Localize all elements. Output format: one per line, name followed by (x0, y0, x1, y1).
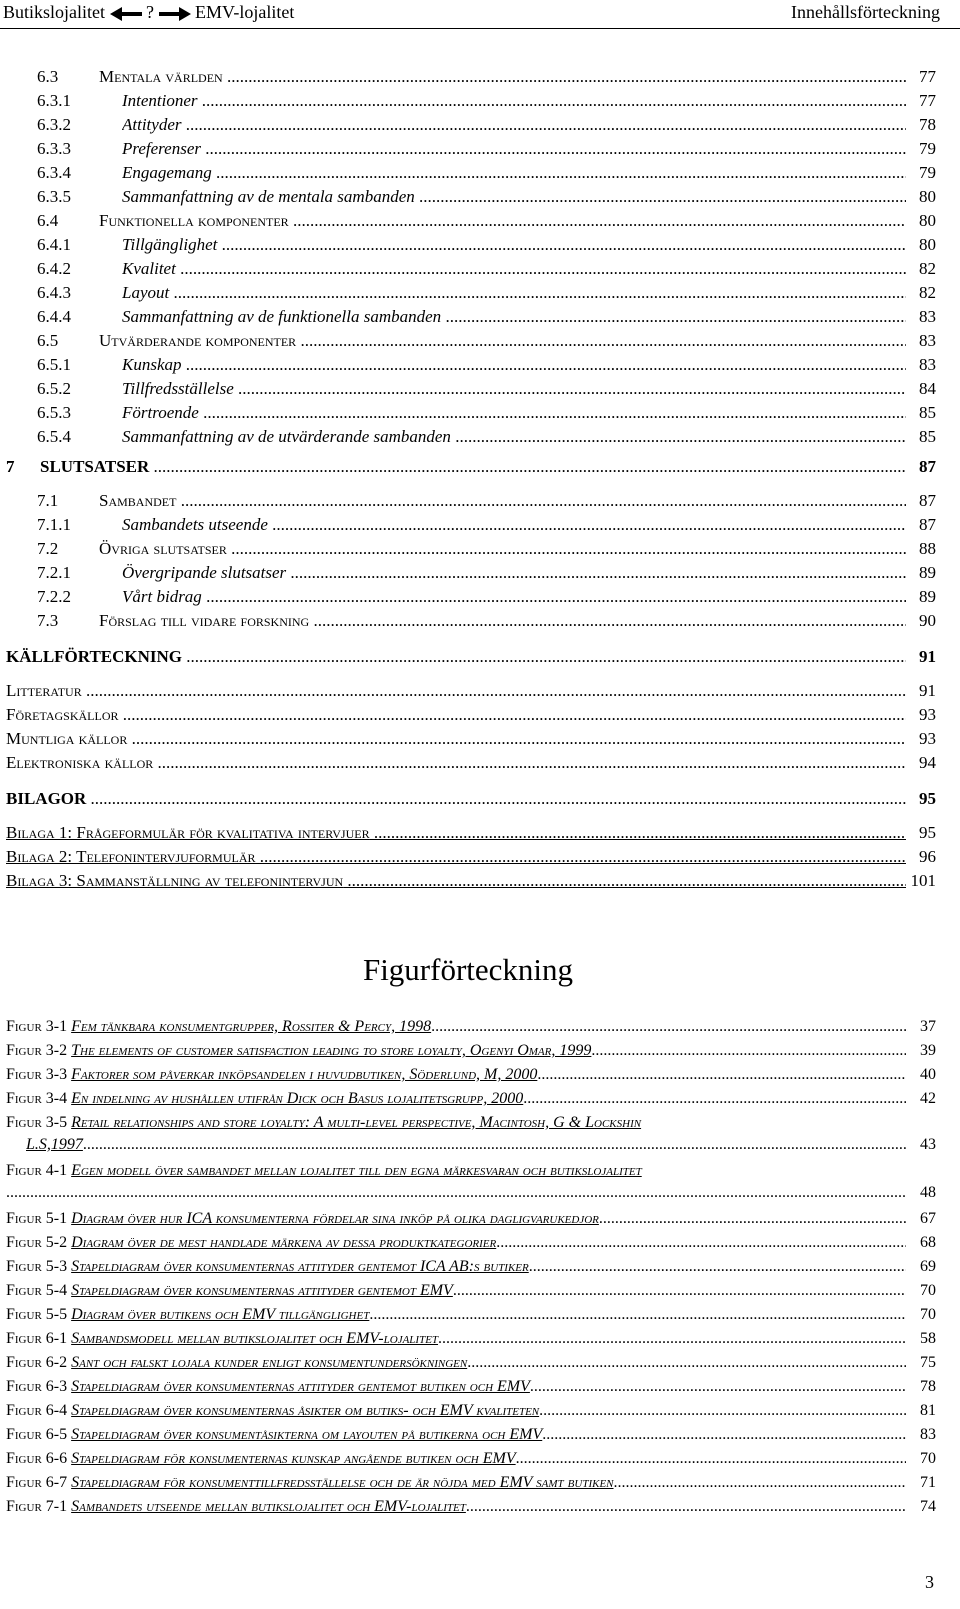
toc-entry-title: Preferenser ..... (122, 138, 906, 160)
figure-entry[interactable] (6, 1352, 936, 1374)
figure-label: Figur 5-5 (6, 1306, 68, 1323)
figure-entry[interactable] (6, 1424, 936, 1446)
toc-entry-number: 6.5.4 (37, 427, 71, 446)
toc-entry-page: 87 (915, 490, 936, 512)
figure-page: 48 (916, 1182, 936, 1204)
toc-entry-number: 7.3 (37, 611, 59, 630)
arrow-right-icon (159, 7, 191, 21)
toc-entry-title: Elektroniska källor ..... (6, 752, 906, 774)
toc-entry-number: 6.3 (37, 67, 59, 86)
figure-page: 81 (916, 1400, 936, 1422)
header-right-label: EMV-lojalitet (195, 2, 295, 22)
toc-entry[interactable] (24, 490, 936, 512)
figure-entry[interactable] (6, 1232, 936, 1254)
toc-entry-page: 83 (915, 354, 936, 376)
toc-entry-page: 87 (915, 514, 936, 536)
toc-entry[interactable] (24, 426, 936, 448)
toc-entry[interactable] (24, 586, 936, 608)
figure-page: 69 (916, 1256, 936, 1278)
figure-caption: Diagram över de mest handlade märkena av dessa produktkategorier (71, 1234, 497, 1251)
toc-entry[interactable] (24, 610, 936, 632)
figure-entry[interactable] (6, 1256, 936, 1278)
figure-caption: Stapeldiagram över konsumenternas attityder gentemot ICA AB:s butiker (71, 1258, 529, 1275)
toc-entry-number: 6.3.3 (37, 139, 71, 158)
toc-entry[interactable] (24, 210, 936, 232)
toc-entry-page: 89 (915, 586, 936, 608)
toc-entry-title: Bilaga 2: Telefonintervjuformulär ..... (6, 846, 906, 868)
toc-entry-page: 90 (915, 610, 936, 632)
figure-caption: Stapeldiagram över konsumenternas attityder gentemot butiken och EMV (71, 1378, 530, 1395)
figure-page: 70 (916, 1280, 936, 1302)
toc-entry-page: 93 (915, 728, 936, 750)
toc-entry[interactable] (24, 330, 936, 352)
toc-entry-number: 6.5.3 (37, 403, 71, 422)
running-header (0, 0, 960, 30)
figure-label: Figur 5-4 (6, 1282, 68, 1299)
toc-entry-title: Bilaga 1: Frågeformulär för kvalitativa intervjuer ..... (6, 822, 906, 844)
toc-entry-title: Intentioner ..... (122, 90, 906, 112)
toc-entry[interactable] (24, 538, 936, 560)
figure-entry[interactable] (6, 1208, 936, 1230)
figure-entry[interactable] (6, 1040, 936, 1062)
toc-entry-page: 80 (915, 210, 936, 232)
toc-entry[interactable] (24, 354, 936, 376)
figure-page: 42 (916, 1088, 936, 1110)
figure-caption: Stapeldiagram över konsumenternas attityder gentemot EMV (71, 1282, 453, 1299)
toc-entry-page: 87 (915, 456, 936, 478)
toc-entry-title: Förtroende ..... (122, 402, 906, 424)
figure-label: Figur 5-1 (6, 1210, 68, 1227)
figure-label: Figur 3-1 (6, 1018, 68, 1035)
figure-entry[interactable] (6, 1304, 936, 1326)
figure-page: 37 (916, 1016, 936, 1038)
figure-caption: Stapeldiagram för konsumenternas kunskap angående butiken och EMV (71, 1450, 516, 1467)
toc-entry-title: Vårt bidrag ..... (122, 586, 906, 608)
toc-entry-title: KÄLLFÖRTECKNING ..... (6, 646, 906, 668)
toc-entry-number: 6.4.3 (37, 283, 71, 302)
toc-entry-page: 91 (915, 680, 936, 702)
toc-entry-title: Sambandets utseende ..... (122, 514, 906, 536)
toc-entry-number: 6.5 (37, 331, 59, 350)
figure-entry[interactable] (6, 1328, 936, 1350)
figure-page: 68 (916, 1232, 936, 1254)
toc-entry[interactable] (24, 306, 936, 328)
toc-entry-page: 82 (915, 258, 936, 280)
toc-entry-title: Sammanfattning av de utvärderande sambanden ..... (122, 426, 906, 448)
toc-entry-page: 84 (915, 378, 936, 400)
toc-entry[interactable] (6, 846, 936, 868)
toc-entry-title: Litteratur ..... (6, 680, 906, 702)
figure-caption: Fem tänkbara konsumentgrupper, Rossiter & Percy, 1998 (71, 1018, 432, 1035)
figure-entry[interactable] (6, 1496, 936, 1518)
arrow-left-icon (110, 7, 142, 21)
figure-caption: Diagram över hur ICA konsumenterna fördelar sina inköp på olika dagligvarukedjor (71, 1210, 599, 1227)
toc-entry-title: Attityder ..... (122, 114, 906, 136)
figure-page: 70 (916, 1304, 936, 1326)
toc-entry[interactable] (6, 704, 936, 726)
toc-entry[interactable] (24, 402, 936, 424)
toc-entry-title: Tillgänglighet ..... (122, 234, 906, 256)
toc-entry-page: 91 (915, 646, 936, 668)
figure-page: 70 (916, 1448, 936, 1470)
toc-entry-page: 82 (915, 282, 936, 304)
header-rule (0, 28, 960, 29)
figure-caption: En indelning av hushållen utifrån Dick och Basus lojalitetsgrupp, 2000 (71, 1090, 524, 1107)
figure-label: Figur 3-5 (6, 1114, 68, 1131)
header-section: Innehållsförteckning (791, 2, 940, 22)
toc-entry-number: 6.3.1 (37, 91, 71, 110)
figure-page: 78 (916, 1376, 936, 1398)
toc-entry-page: 88 (915, 538, 936, 560)
toc-entry-title: Muntliga källor ..... (6, 728, 906, 750)
toc-entry-page: 77 (915, 90, 936, 112)
toc-entry[interactable] (24, 162, 936, 184)
figure-label: Figur 5-3 (6, 1258, 68, 1275)
page-number: 3 (925, 1572, 934, 1592)
figure-caption: Diagram över butikens och EMV tillgänglighet (71, 1306, 370, 1323)
figure-page: 67 (916, 1208, 936, 1230)
figure-label: Figur 6-1 (6, 1330, 68, 1347)
toc-entry-page: 101 (907, 870, 937, 892)
figure-entry[interactable] (6, 1088, 936, 1110)
figure-page: 71 (916, 1472, 936, 1494)
toc-entry-page: 94 (915, 752, 936, 774)
header-left-label: Butikslojalitet (3, 2, 105, 22)
figure-entry[interactable] (6, 1016, 936, 1038)
toc-entry-page: 93 (915, 704, 936, 726)
toc-entry-number: 6.5.2 (37, 379, 71, 398)
figure-caption: L.S,1997 (26, 1136, 83, 1153)
toc-entry-title: Tillfredsställelse ..... (122, 378, 906, 400)
toc-entry-title: BILAGOR ..... (6, 788, 906, 810)
toc-entry-page: 89 (915, 562, 936, 584)
toc-entry-title: Mentala världen ..... (99, 66, 906, 88)
toc-entry-page: 79 (915, 138, 936, 160)
toc-entry[interactable] (6, 788, 936, 810)
toc-entry-title: Kunskap ..... (122, 354, 906, 376)
figure-caption: Sambandsmodell mellan butikslojalitet och EMV-lojalitet (71, 1330, 439, 1347)
toc-entry-number: 6.4.1 (37, 235, 71, 254)
figure-entry[interactable] (6, 1376, 936, 1398)
toc-entry-page: 83 (915, 330, 936, 352)
figure-label: Figur 3-4 (6, 1090, 68, 1107)
figures-heading: Figurförteckning (362, 952, 574, 987)
toc-entry-title: SLUTSATSER ..... (40, 456, 906, 478)
toc-entry-title: Engagemang ..... (122, 162, 906, 184)
figure-label: Figur 7-1 (6, 1498, 68, 1515)
toc-entry-number: 6.3.4 (37, 163, 71, 182)
figure-page: 43 (916, 1134, 936, 1156)
figure-entry[interactable] (6, 1160, 936, 1204)
figure-entry[interactable] (6, 1112, 936, 1156)
figure-entry[interactable] (6, 1064, 936, 1086)
header-title (3, 0, 294, 24)
toc-entry-page: 96 (915, 846, 936, 868)
figure-caption: Sant och falskt lojala kunder enligt konsumentundersökningen (71, 1354, 468, 1371)
toc-entry-number: 7.2.2 (37, 587, 71, 606)
figure-caption: Retail relationships and store loyalty: A multi-level perspective, Macintosh, G & Lockshin (71, 1114, 642, 1131)
figure-caption: Stapeldiagram över konsumenternas åsikter om butiks- och EMV kvaliteten (71, 1402, 540, 1419)
figure-page: 39 (916, 1040, 936, 1062)
figure-caption: Stapeldiagram över konsumentåsikterna om layouten på butikerna och EMV (71, 1426, 543, 1443)
toc-entry-number: 7.1 (37, 491, 59, 510)
toc-entry-number: 7.1.1 (37, 515, 71, 534)
toc-entry[interactable] (24, 258, 936, 280)
toc-entry-number: 6.4.2 (37, 259, 71, 278)
toc-entry[interactable] (24, 282, 936, 304)
toc-entry[interactable] (24, 378, 936, 400)
toc-entry-title: Layout ..... (122, 282, 906, 304)
toc-entry[interactable] (24, 90, 936, 112)
toc-entry-number: 6.5.1 (37, 355, 71, 374)
toc-entry-title: Förslag till vidare forskning ..... (99, 610, 906, 632)
figure-page: 58 (916, 1328, 936, 1350)
figure-label: Figur 5-2 (6, 1234, 68, 1251)
toc-entry[interactable] (24, 138, 936, 160)
toc-entry-page: 83 (915, 306, 936, 328)
toc-entry-title: Utvärderande komponenter ..... (99, 330, 906, 352)
toc-entry-title: Kvalitet ..... (122, 258, 906, 280)
toc-entry-number: 7.2 (37, 539, 59, 558)
toc-entry-title: Övergripande slutsatser ..... (122, 562, 906, 584)
toc-entry-title: Funktionella komponenter ..... (99, 210, 906, 232)
toc-entry-title: Företagskällor ..... (6, 704, 906, 726)
toc-entry[interactable] (6, 680, 936, 702)
figure-caption: Egen modell över sambandet mellan lojalitet till den egna märkesvaran och butikslojalitet (71, 1162, 642, 1179)
toc-entry-page: 80 (915, 234, 936, 256)
toc-entry-number: 7 (6, 457, 15, 476)
figure-entry[interactable] (6, 1400, 936, 1422)
toc-entry-number: 7.2.1 (37, 563, 71, 582)
toc-entry[interactable] (24, 514, 936, 536)
toc-entry[interactable] (6, 456, 936, 478)
figure-label: Figur 3-3 (6, 1066, 68, 1083)
figure-caption: Stapeldiagram för konsumenttillfredsställelse och de är nöjda med EMV samt butiken (71, 1474, 614, 1491)
toc-entry[interactable] (24, 234, 936, 256)
toc-entry-page: 78 (915, 114, 936, 136)
toc-entry-number: 6.3.2 (37, 115, 71, 134)
toc-entry-number: 6.4.4 (37, 307, 71, 326)
toc-entry[interactable] (24, 114, 936, 136)
toc-entry-title: Bilaga 3: Sammanställning av telefonintervjun ..... (6, 870, 906, 892)
toc-entry-page: 95 (915, 788, 936, 810)
figure-entry[interactable] (6, 1280, 936, 1302)
toc-entry-number: 6.3.5 (37, 187, 71, 206)
toc-entry-title: Sammanfattning av de mentala sambanden ..... (122, 186, 906, 208)
figure-page: 75 (916, 1352, 936, 1374)
toc-entry[interactable] (24, 186, 936, 208)
figure-label: Figur 6-4 (6, 1402, 68, 1419)
figure-label: Figur 4-1 (6, 1162, 68, 1179)
figure-label: Figur 6-6 (6, 1450, 68, 1467)
toc-entry-page: 79 (915, 162, 936, 184)
figure-page: 74 (916, 1496, 936, 1518)
figure-caption: The elements of customer satisfaction leading to store loyalty, Ogenyi Omar, 1999 (71, 1042, 592, 1059)
toc-entry-page: 95 (915, 822, 936, 844)
figure-entry[interactable] (6, 1448, 936, 1470)
figure-entry[interactable] (6, 1472, 936, 1494)
toc-entry-page: 85 (915, 402, 936, 424)
figure-label: Figur 3-2 (6, 1042, 68, 1059)
figure-page: 40 (916, 1064, 936, 1086)
toc-entry[interactable] (6, 752, 936, 774)
toc-entry-page: 77 (915, 66, 936, 88)
figure-label: Figur 6-5 (6, 1426, 68, 1443)
figure-caption: Faktorer som påverkar inköpsandelen i huvudbutiken, Söderlund, M, 2000 (71, 1066, 538, 1083)
toc-entry[interactable] (6, 822, 936, 844)
toc-entry[interactable] (6, 870, 936, 892)
toc-entry[interactable] (6, 728, 936, 750)
toc-entry-page: 85 (915, 426, 936, 448)
toc-entry-page: 80 (915, 186, 936, 208)
toc-entry[interactable] (24, 562, 936, 584)
figure-label: Figur 6-3 (6, 1378, 68, 1395)
toc-entry-number: 6.4 (37, 211, 59, 230)
toc-entry-title: Sammanfattning av de funktionella sambanden ..... (122, 306, 906, 328)
toc-entry[interactable] (24, 66, 936, 88)
toc-entry-title: Sambandet ..... (99, 490, 906, 512)
figure-page: 83 (916, 1424, 936, 1446)
toc-entry[interactable] (6, 646, 936, 668)
figure-caption: Sambandets utseende mellan butikslojalitet och EMV-lojalitet (71, 1498, 466, 1515)
header-middle-label: ? (146, 2, 154, 22)
figure-label: Figur 6-2 (6, 1354, 68, 1371)
toc-entry-title: Övriga slutsatser ..... (99, 538, 906, 560)
figure-label: Figur 6-7 (6, 1474, 68, 1491)
